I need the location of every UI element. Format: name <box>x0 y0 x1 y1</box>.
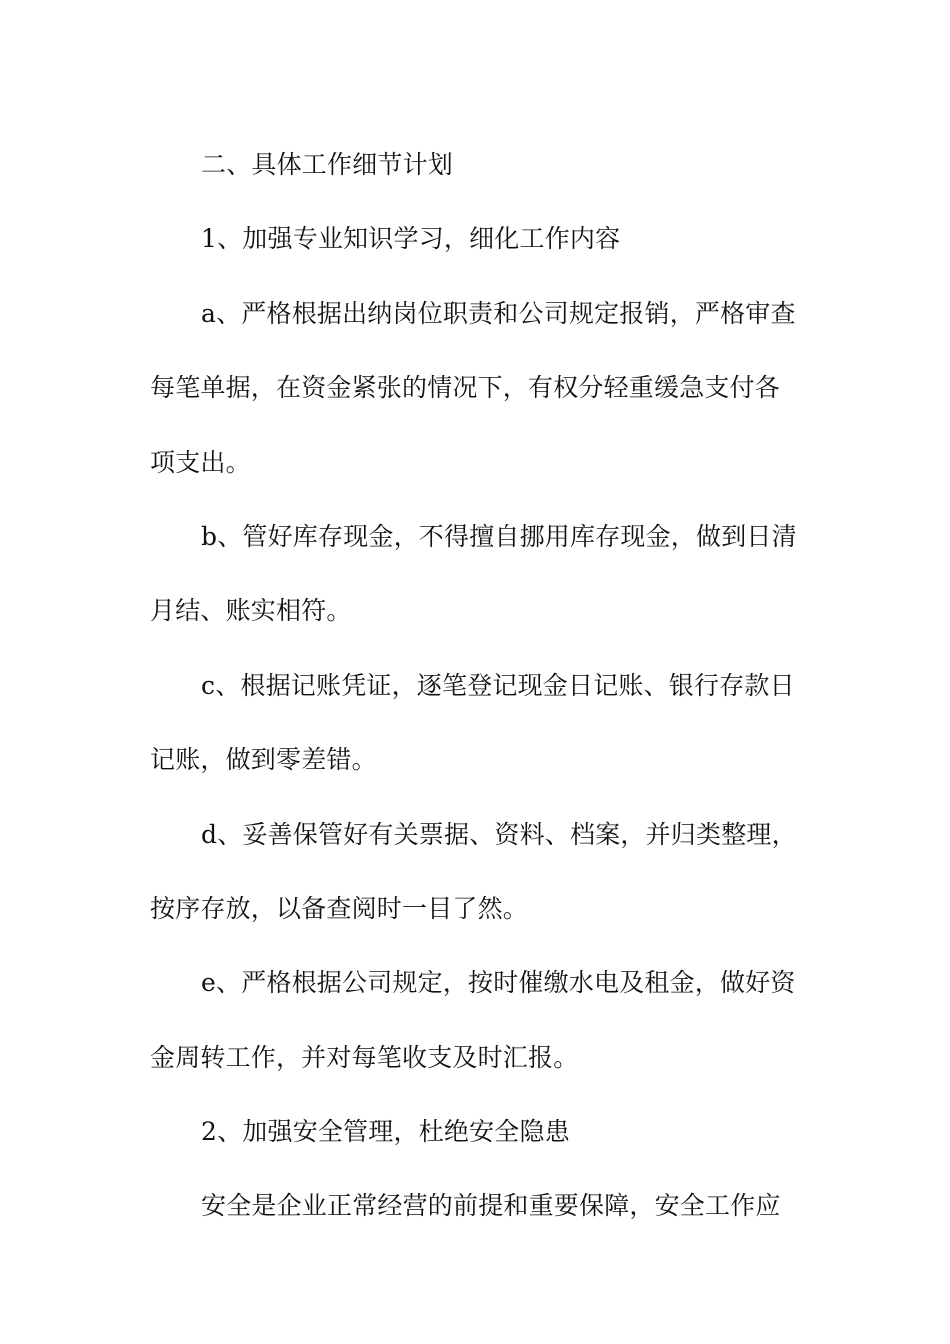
paragraph-line: 金周转工作，并对每笔收支及时汇报。 <box>150 1042 579 1072</box>
paragraph-line: b、管好库存现金，不得擅自挪用库存现金，做到日清 <box>201 521 797 551</box>
paragraph-line: 每笔单据，在资金紧张的情况下，有权分轻重缓急支付各 <box>150 373 781 403</box>
paragraph-line: 安全是企业正常经营的前提和重要保障，安全工作应 <box>201 1191 781 1221</box>
paragraph-line: e、严格根据公司规定，按时催缴水电及租金，做好资 <box>201 968 796 998</box>
subsection-heading: 2、加强安全管理，杜绝安全隐患 <box>201 1117 570 1147</box>
subsection-heading: 1、加强专业知识学习，细化工作内容 <box>201 224 621 254</box>
paragraph-line: 项支出。 <box>150 447 251 477</box>
paragraph-line: d、妥善保管好有关票据、资料、档案，并归类整理， <box>201 819 797 849</box>
paragraph-line: 月结、账实相符。 <box>150 596 352 626</box>
document-page <box>150 128 802 1244</box>
paragraph-line: 按序存放，以备查阅时一目了然。 <box>150 893 529 923</box>
section-heading: 二、具体工作细节计划 <box>201 150 454 179</box>
paragraph-line: c、根据记账凭证，逐笔登记现金日记账、银行存款日 <box>201 670 795 700</box>
paragraph-line: 记账，做到零差错。 <box>150 745 377 775</box>
paragraph-line: a、严格根据出纳岗位职责和公司规定报销，严格审查 <box>201 298 796 328</box>
